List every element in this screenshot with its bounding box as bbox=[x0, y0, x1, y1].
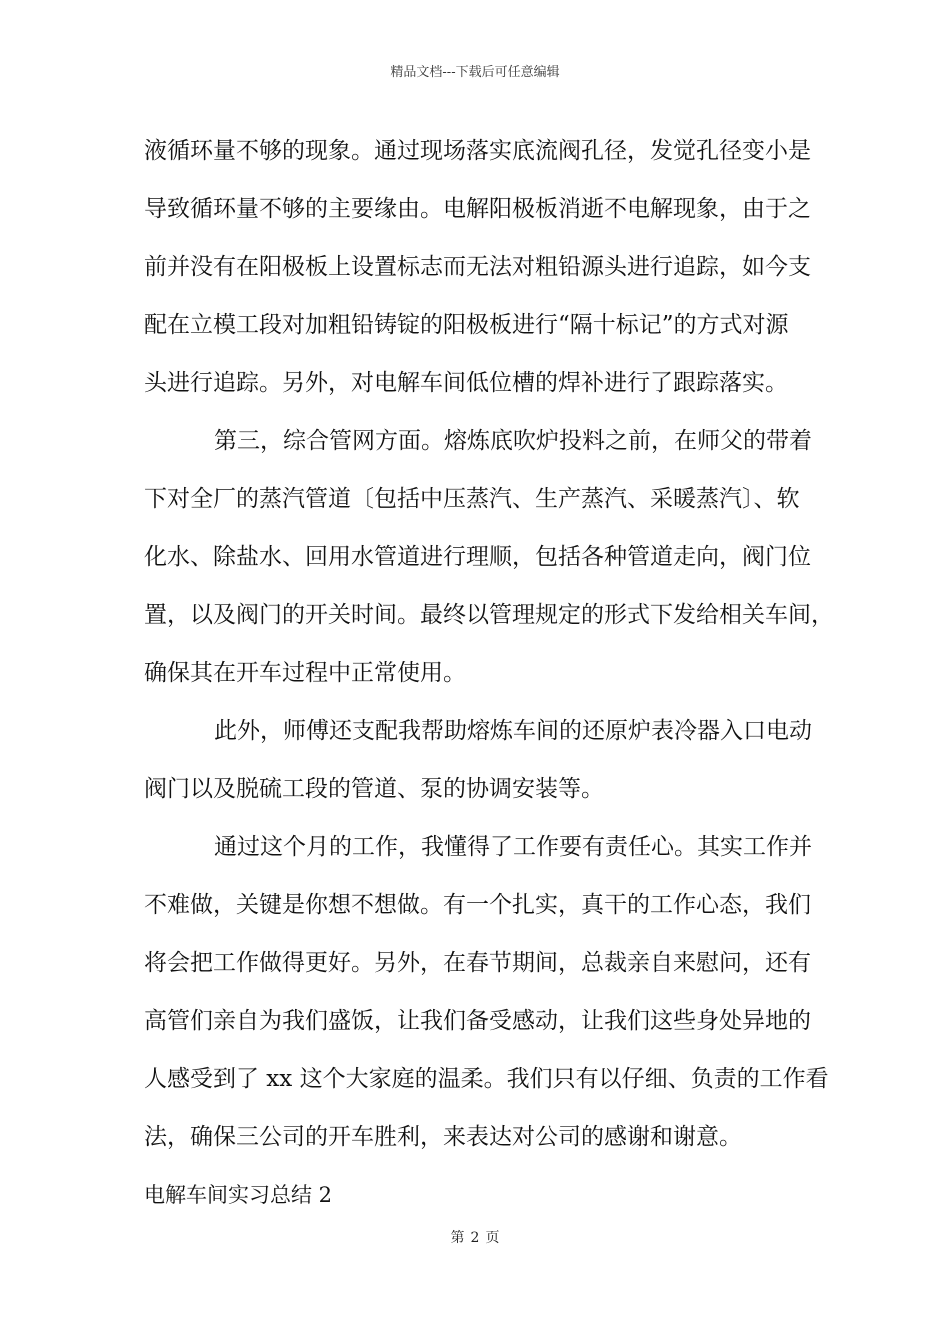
text-line: 高管们亲自为我们盛饭，让我们备受感动，让我们这些身处异地的 bbox=[144, 1008, 811, 1034]
page-number: 2 bbox=[470, 1230, 480, 1246]
text-line: 置，以及阀门的开关时间。最终以管理规定的形式下发给相关车间， bbox=[144, 602, 834, 628]
text-line: 头进行追踪。另外，对电解车间低位槽的焊补进行了跟踪落实。 bbox=[144, 370, 788, 396]
paragraph bbox=[144, 122, 816, 412]
text-line: 化水、除盐水、回用水管道进行理顺，包括各种管道走向，阀门位 bbox=[144, 544, 811, 570]
text-line: 通过这个月的工作，我懂得了工作要有责任心。其实工作并 bbox=[214, 834, 812, 860]
page-footer bbox=[0, 1228, 950, 1248]
text-line: 不难做，关键是你想不想做。有一个扎实，真干的工作心态，我们 bbox=[144, 892, 811, 918]
paragraph bbox=[144, 818, 829, 1166]
document-body bbox=[144, 122, 834, 1224]
text-line: 第三，综合管网方面。熔炼底吹炉投料之前，在师父的带着 bbox=[214, 428, 812, 454]
text-line: 导致循环量不够的主要缘由。电解阳极板消逝不电解现象，由于之 bbox=[144, 196, 811, 222]
text-line: 液循环量不够的现象。通过现场落实底流阀孔径，发觉孔径变小是 bbox=[144, 138, 811, 164]
text-line: 法，确保三公司的开车胜利，来表达对公司的感谢和谢意。 bbox=[144, 1124, 742, 1150]
text-line: 人感受到了 xx 这个大家庭的温柔。我们只有以仔细、负责的工作看 bbox=[144, 1066, 829, 1092]
text-line: 阀门以及脱硫工段的管道、泵的协调安装等。 bbox=[144, 776, 604, 802]
page-label-suffix: 页 bbox=[485, 1230, 500, 1246]
text-line: 下对全厂的蒸汽管道〔包括中压蒸汽、生产蒸汽、采暖蒸汽〕、软 bbox=[144, 486, 800, 512]
page-header: 精品文档---下载后可任意编辑 bbox=[390, 65, 560, 80]
paragraph bbox=[144, 412, 834, 702]
text-line: 将会把工作做得更好。另外，在春节期间，总裁亲自来慰问，还有 bbox=[144, 950, 811, 976]
text-line: 确保其在开车过程中正常使用。 bbox=[144, 660, 466, 686]
text-line: 前并没有在阳极板上设置标志而无法对粗铅源头进行追踪，如今支 bbox=[144, 254, 811, 280]
section-title: 电解车间实习总结 2 bbox=[144, 1183, 333, 1207]
paragraph bbox=[144, 702, 816, 818]
text-line: 此外，师傅还支配我帮助熔炼车间的还原炉表冷器入口电动 bbox=[214, 718, 812, 744]
page-label-prefix: 第 bbox=[450, 1230, 465, 1246]
text-line: 配在立模工段对加粗铅铸锭的阳极板进行“隔十标记”的方式对源 bbox=[144, 312, 789, 338]
